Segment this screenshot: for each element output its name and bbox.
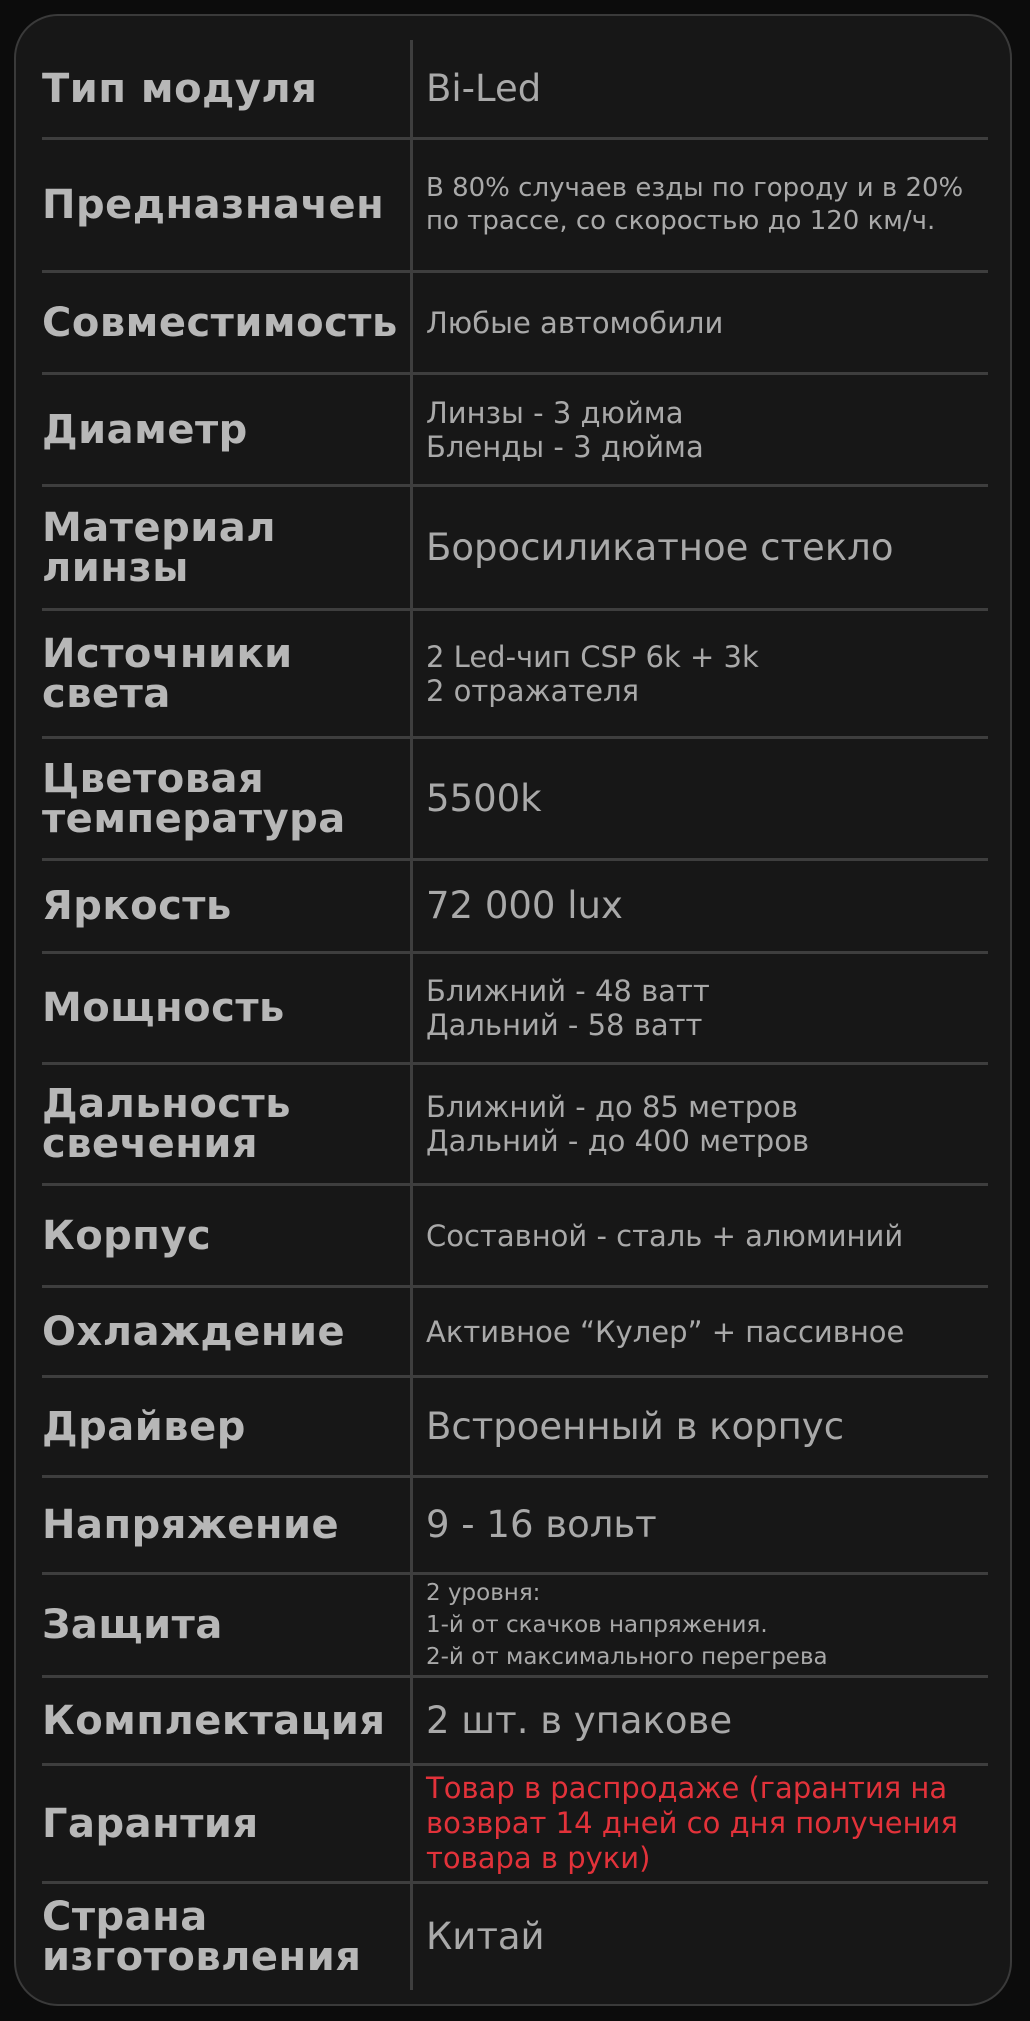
spec-value: Активное “Кулер” + пассивное <box>426 1314 905 1349</box>
spec-value: Ближний - до 85 метров Дальний - до 400 метров <box>426 1090 810 1158</box>
spec-row-range <box>42 1065 988 1186</box>
spec-value: Боросиликатное стекло <box>426 525 894 569</box>
spec-row-lens-material <box>42 487 988 611</box>
spec-value: 2 шт. в упакове <box>426 1698 733 1742</box>
spec-row-voltage <box>42 1478 988 1575</box>
spec-label: Цветовая температура <box>42 755 346 842</box>
spec-row-brightness <box>42 861 988 954</box>
spec-value: 2 Led-чип CSP 6k + 3k 2 отражателя <box>426 639 759 708</box>
spec-row-driver <box>42 1378 988 1478</box>
spec-value: Bi-Led <box>426 66 542 110</box>
spec-row-light-sources <box>42 611 988 739</box>
spec-value: Составной - сталь + алюминий <box>426 1218 904 1253</box>
spec-value: 72 000 lux <box>426 884 623 927</box>
spec-value: Линзы - 3 дюйма Бленды - 3 дюйма <box>426 395 704 464</box>
spec-label: Предназначен <box>42 182 385 228</box>
spec-value: Любые автомобили <box>426 305 724 340</box>
spec-row-cooling <box>42 1288 988 1378</box>
spec-label: Диаметр <box>42 406 248 453</box>
spec-row-purpose <box>42 140 988 273</box>
spec-value: 9 - 16 вольт <box>426 1503 657 1546</box>
spec-label: Совместимость <box>42 299 398 346</box>
spec-label: Дальность свечения <box>42 1081 292 1167</box>
spec-value: Китай <box>426 1915 545 1958</box>
spec-row-diameter <box>42 375 988 487</box>
spec-label: Источники света <box>42 630 293 717</box>
spec-label: Мощность <box>42 985 285 1031</box>
spec-label: Тип модуля <box>42 65 318 112</box>
spec-label: Яркость <box>42 883 232 929</box>
spec-row-package <box>42 1678 988 1766</box>
spec-row-compatibility <box>42 273 988 375</box>
spec-value: 2 уровня: 1-й от скачков напряжения. 2-й от максимального перегрева <box>426 1580 828 1670</box>
spec-row-housing <box>42 1186 988 1288</box>
spec-row-protection <box>42 1575 988 1678</box>
spec-label: Страна изготовления <box>42 1894 362 1980</box>
spec-value: 5500k <box>426 776 542 820</box>
spec-label: Комплектация <box>42 1697 386 1744</box>
spec-label: Охлаждение <box>42 1308 346 1355</box>
warranty-warning-text: Товар в распродаже (гарантия на возврат 14 дней со дня получения товара в руки) <box>426 1771 958 1875</box>
spec-label: Защита <box>42 1602 223 1648</box>
spec-row-module-type <box>42 40 988 140</box>
spec-row-country <box>42 1884 988 1990</box>
spec-value: В 80% случаев езды по городу и в 20% по трассе, со скоростью до 120 км/ч. <box>426 173 964 236</box>
spec-label: Материал линзы <box>42 504 277 591</box>
spec-row-power <box>42 954 988 1065</box>
spec-value: Ближний - 48 ватт Дальний - 58 ватт <box>426 974 710 1042</box>
spec-value: Встроенный в корпус <box>426 1404 845 1448</box>
spec-row-warranty <box>42 1766 988 1884</box>
spec-label: Напряжение <box>42 1502 340 1548</box>
spec-label: Драйвер <box>42 1403 246 1450</box>
spec-label: Корпус <box>42 1212 212 1259</box>
spec-row-color-temperature <box>42 739 988 861</box>
spec-label: Гарантия <box>42 1800 259 1847</box>
